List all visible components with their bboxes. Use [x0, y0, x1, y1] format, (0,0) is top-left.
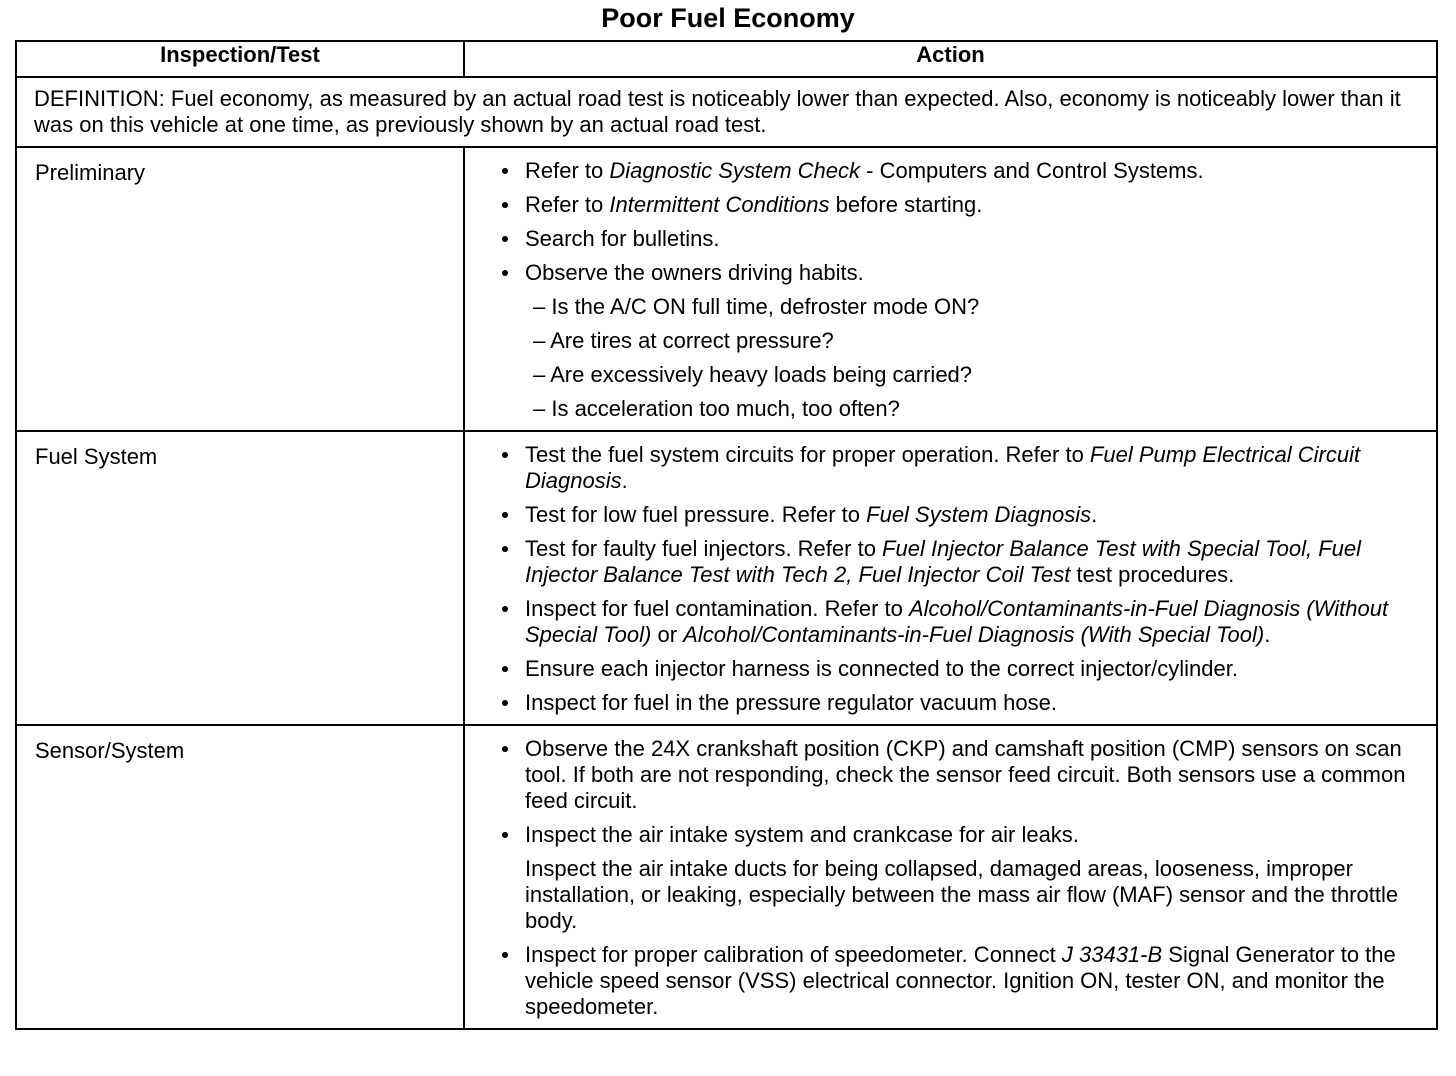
inspection-fuel-system: Fuel System [16, 431, 464, 725]
sub-list [525, 294, 1416, 422]
inspection-sensor-system: Sensor/System [16, 725, 464, 1029]
sub-list-item: – Is the A/C ON full time, defroster mode ON? [533, 294, 980, 319]
bullet-icon [502, 236, 508, 242]
definition-row [16, 77, 1437, 147]
list-item: Test for faulty fuel injectors. Refer to Fuel Injector Balance Test with Special Tool, Fuel Injector Balance Test with Tech 2, Fuel Injector Coil Test test procedures. [499, 536, 1416, 588]
diagnostic-table [15, 40, 1438, 1030]
reference-link: Fuel System Diagnosis [866, 502, 1092, 527]
list-item: Inspect for fuel in the pressure regulator vacuum hose. [499, 690, 1416, 716]
action-preliminary [464, 147, 1437, 431]
table-row-sensor-system [16, 725, 1437, 1029]
sub-list-item: – Are excessively heavy loads being carried? [533, 362, 973, 387]
bullet-icon [502, 952, 508, 958]
list-item: Test the fuel system circuits for proper operation. Refer to Fuel Pump Electrical Circuit Diagnosis. [499, 442, 1416, 494]
sub-list-item: – Is acceleration too much, too often? [533, 396, 900, 421]
bullet-icon [502, 746, 508, 752]
bullet-icon [502, 832, 508, 838]
list-item: Test for low fuel pressure. Refer to Fuel System Diagnosis. [499, 502, 1416, 528]
detail-paragraph: Inspect the air intake ducts for being collapsed, damaged areas, looseness, improper installation, or leaking, especially between the mass air flow (MAF) sensor and the throttle body. [525, 856, 1399, 933]
list-item: Refer to Intermittent Conditions before starting. [499, 192, 1416, 218]
reference-link: Intermittent Conditions [609, 192, 830, 217]
sub-list-item: – Are tires at correct pressure? [533, 328, 834, 353]
table-header-row [16, 41, 1437, 77]
bullet-icon [502, 452, 508, 458]
bullet-icon [502, 606, 508, 612]
table-row-fuel-system [16, 431, 1437, 725]
bullet-icon [502, 666, 508, 672]
column-header-action: Action [464, 41, 1437, 77]
tool-reference: J 33431-B [1061, 942, 1163, 967]
reference-link: Fuel Injector Balance Test with Special Tool, Fuel Injector Balance Test with Tech 2, Fuel Injector Coil Test [525, 536, 1362, 587]
list-item: Observe the owners driving habits. – Is the A/C ON full time, defroster mode ON? – Are tires at correct pressure? – Are excessively heavy loads being carried? – Is acceleration too much, too often? [499, 260, 1416, 422]
table-row-preliminary [16, 147, 1437, 431]
bullet-icon [502, 700, 508, 706]
bullet-icon [502, 546, 508, 552]
bullet-icon [502, 168, 508, 174]
bullet-icon [502, 270, 508, 276]
reference-link: Fuel Pump Electrical Circuit Diagnosis [525, 442, 1361, 493]
page-title: Poor Fuel Economy [601, 3, 855, 33]
reference-link: Alcohol/Contaminants-in-Fuel Diagnosis (Without Special Tool) [525, 596, 1389, 647]
action-sensor-system [464, 725, 1437, 1029]
list-item: Search for bulletins. [499, 226, 1416, 252]
column-header-inspection: Inspection/Test [16, 41, 464, 77]
definition-text: DEFINITION: Fuel economy, as measured by an actual road test is noticeably lower than expected. Also, economy is noticeably lower than it was on this vehicle at one time, as previously shown by an actual road test. [16, 77, 1437, 147]
reference-link: Diagnostic System Check [609, 158, 861, 183]
bullet-icon [502, 202, 508, 208]
list-item: Inspect for fuel contamination. Refer to Alcohol/Contaminants-in-Fuel Diagnosis (Without Special Tool) or Alcohol/Contaminants-in-Fuel Diagnosis (With Special Tool). [499, 596, 1416, 648]
action-fuel-system [464, 431, 1437, 725]
inspection-preliminary: Preliminary [16, 147, 464, 431]
list-item: Inspect for proper calibration of speedometer. Connect J 33431-B Signal Generator to the vehicle speed sensor (VSS) electrical connector. Ignition ON, tester ON, and monitor the speedometer. [499, 942, 1416, 1020]
bullet-icon [502, 512, 508, 518]
list-item: Ensure each injector harness is connected to the correct injector/cylinder. [499, 656, 1416, 682]
reference-link: Alcohol/Contaminants-in-Fuel Diagnosis (With Special Tool) [683, 622, 1265, 647]
list-item: Refer to Diagnostic System Check - Computers and Control Systems. [499, 158, 1416, 184]
list-item: Inspect the air intake system and crankcase for air leaks. Inspect the air intake ducts for being collapsed, damaged areas, looseness, improper installation, or leaking, especially between the mass air flow (MAF) sensor and the throttle body. [499, 822, 1416, 934]
list-item: Observe the 24X crankshaft position (CKP) and camshaft position (CMP) sensors on scan tool. If both are not responding, check the sensor feed circuit. Both sensors use a common feed circuit. [499, 736, 1416, 814]
